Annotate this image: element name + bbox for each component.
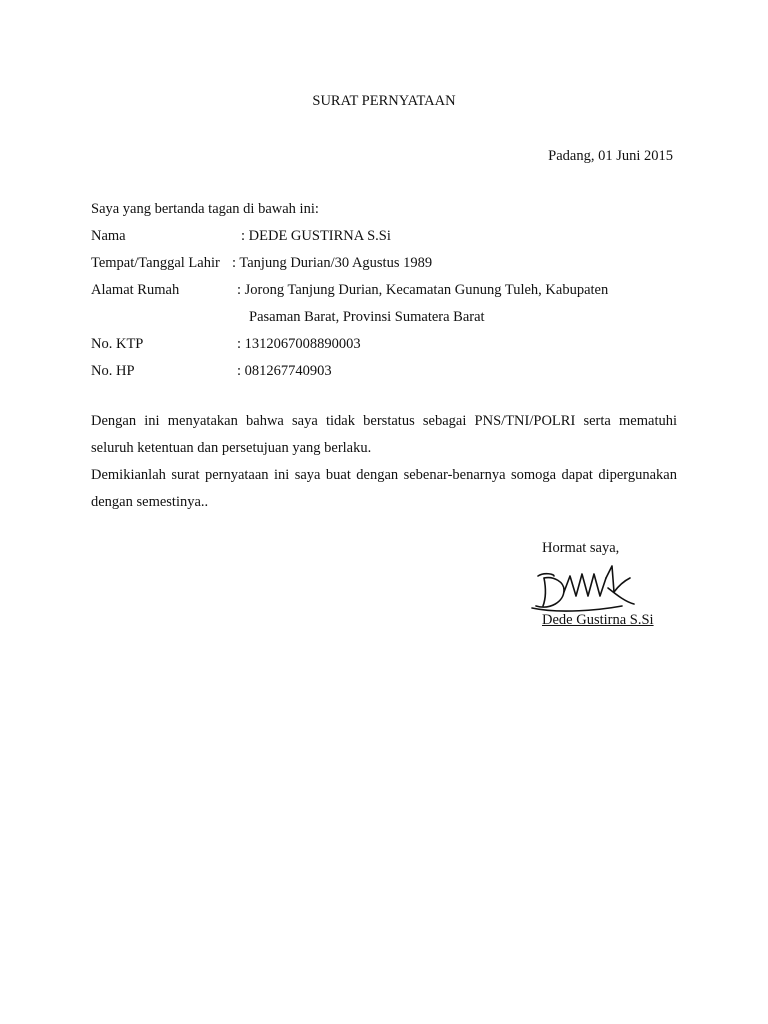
signer-name: Dede Gustirna S.Si — [542, 612, 654, 628]
statement-paragraph: Dengan ini menyatakan bahwa saya tidak berstatus sebagai PNS/TNI/POLRI serta mematuhi seluruh ketentuan dan persetujuan yang berlaku. — [91, 413, 677, 456]
document-title: SURAT PERNYATAAN — [312, 93, 456, 109]
signature-image — [530, 562, 640, 614]
field-value-tempat-tanggal-lahir: : Tanjung Durian/30 Agustus 1989 — [232, 255, 433, 271]
field-label-alamat-rumah: Alamat Rumah — [91, 282, 180, 298]
closing-paragraph: Demikianlah surat pernyataan ini saya buat dengan sebenar-benarnya somoga dapat dipergunakan dengan semestinya.. — [91, 467, 677, 510]
field-value-nama: : DEDE GUSTIRNA S.Si — [241, 228, 391, 244]
field-value-no-ktp: : 1312067008890003 — [237, 336, 361, 352]
field-value-no-hp: : 081267740903 — [237, 363, 332, 379]
field-label-no-ktp: No. KTP — [91, 336, 144, 352]
field-label-tempat-tanggal-lahir: Tempat/Tanggal Lahir — [91, 255, 220, 271]
field-value-alamat-rumah: : Jorong Tanjung Durian, Kecamatan Gunung Tuleh, Kabupaten — [237, 282, 609, 298]
place-and-date: Padang, 01 Juni 2015 — [548, 148, 673, 164]
field-value-alamat-rumah-continuation: Pasaman Barat, Provinsi Sumatera Barat — [249, 309, 485, 325]
field-label-no-hp: No. HP — [91, 363, 135, 379]
field-label-nama: Nama — [91, 228, 126, 244]
intro-text: Saya yang bertanda tagan di bawah ini: — [91, 201, 319, 217]
closing-salutation: Hormat saya, — [542, 540, 620, 556]
